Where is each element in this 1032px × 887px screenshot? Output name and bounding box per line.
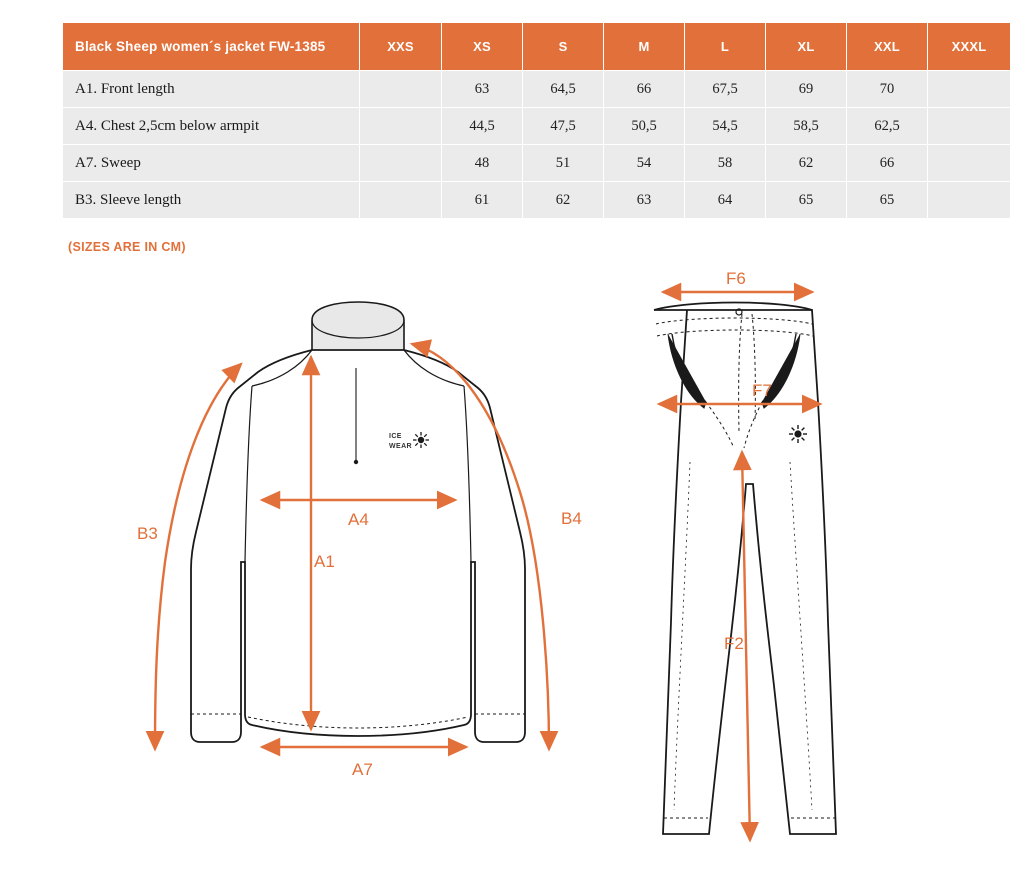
cell-a1-xxxl xyxy=(928,71,1011,108)
cell-a1-xxl: 70 xyxy=(847,71,928,108)
table-row xyxy=(63,182,1011,219)
size-table xyxy=(62,22,1011,219)
size-table-header xyxy=(63,23,1011,71)
cell-a4-m: 50,5 xyxy=(604,108,685,145)
row-label-b3: B3. Sleeve length xyxy=(63,182,360,219)
table-header-row xyxy=(63,23,1011,71)
cell-b3-xxl: 65 xyxy=(847,182,928,219)
cell-a4-xs: 44,5 xyxy=(442,108,523,145)
header-size-xl: XL xyxy=(766,23,847,71)
header-size-s: S xyxy=(523,23,604,71)
size-table-body xyxy=(63,71,1011,219)
cell-b3-xxs xyxy=(360,182,442,219)
cell-a7-xxl: 66 xyxy=(847,145,928,182)
label-b3: B3 xyxy=(137,524,158,543)
label-a1: A1 xyxy=(314,552,335,571)
cell-a4-xxl: 62,5 xyxy=(847,108,928,145)
cell-a7-xxs xyxy=(360,145,442,182)
label-f6: F6 xyxy=(726,269,746,288)
table-row xyxy=(63,108,1011,145)
cell-a1-m: 66 xyxy=(604,71,685,108)
cell-a7-xs: 48 xyxy=(442,145,523,182)
cell-b3-xxxl xyxy=(928,182,1011,219)
table-row xyxy=(63,71,1011,108)
cell-a4-l: 54,5 xyxy=(685,108,766,145)
cell-a7-xl: 62 xyxy=(766,145,847,182)
header-size-xxs: XXS xyxy=(360,23,442,71)
label-f2: F2 xyxy=(724,634,744,653)
cell-b3-xl: 65 xyxy=(766,182,847,219)
brand-logo-line1: ICE xyxy=(389,433,402,440)
label-f7: F7 xyxy=(752,381,772,400)
cell-a4-s: 47,5 xyxy=(523,108,604,145)
row-label-a7: A7. Sweep xyxy=(63,145,360,182)
header-size-l: L xyxy=(685,23,766,71)
brand-logo-line2: WEAR xyxy=(389,443,412,450)
cell-b3-m: 63 xyxy=(604,182,685,219)
cell-a7-m: 54 xyxy=(604,145,685,182)
cell-a1-xl: 69 xyxy=(766,71,847,108)
cell-b3-s: 62 xyxy=(523,182,604,219)
cell-a4-xxxl xyxy=(928,108,1011,145)
cell-a4-xxs xyxy=(360,108,442,145)
cell-a7-xxxl xyxy=(928,145,1011,182)
pants-diagram xyxy=(654,269,836,840)
table-row xyxy=(63,145,1011,182)
cell-b3-xs: 61 xyxy=(442,182,523,219)
header-size-m: M xyxy=(604,23,685,71)
cell-b3-l: 64 xyxy=(685,182,766,219)
cell-a1-l: 67,5 xyxy=(685,71,766,108)
sun-logo-icon xyxy=(413,432,429,448)
size-table-container xyxy=(62,22,1010,219)
cell-a1-s: 64,5 xyxy=(523,71,604,108)
cell-a7-s: 51 xyxy=(523,145,604,182)
cell-a4-xl: 58,5 xyxy=(766,108,847,145)
header-size-xs: XS xyxy=(442,23,523,71)
label-a4: A4 xyxy=(348,510,369,529)
measurement-illustrations xyxy=(0,262,1032,887)
jacket-diagram xyxy=(137,302,582,779)
cell-a1-xxs xyxy=(360,71,442,108)
row-label-a1: A1. Front length xyxy=(63,71,360,108)
cell-a7-l: 58 xyxy=(685,145,766,182)
sun-logo-icon-pants xyxy=(789,425,807,443)
label-b4: B4 xyxy=(561,509,582,528)
header-product-name: Black Sheep women´s jacket FW-1385 xyxy=(63,23,360,71)
row-label-a4: A4. Chest 2,5cm below armpit xyxy=(63,108,360,145)
header-size-xxl: XXL xyxy=(847,23,928,71)
units-note: (SIZES ARE IN CM) xyxy=(68,240,186,254)
label-a7: A7 xyxy=(352,760,373,779)
header-size-xxxl: XXXL xyxy=(928,23,1011,71)
cell-a1-xs: 63 xyxy=(442,71,523,108)
